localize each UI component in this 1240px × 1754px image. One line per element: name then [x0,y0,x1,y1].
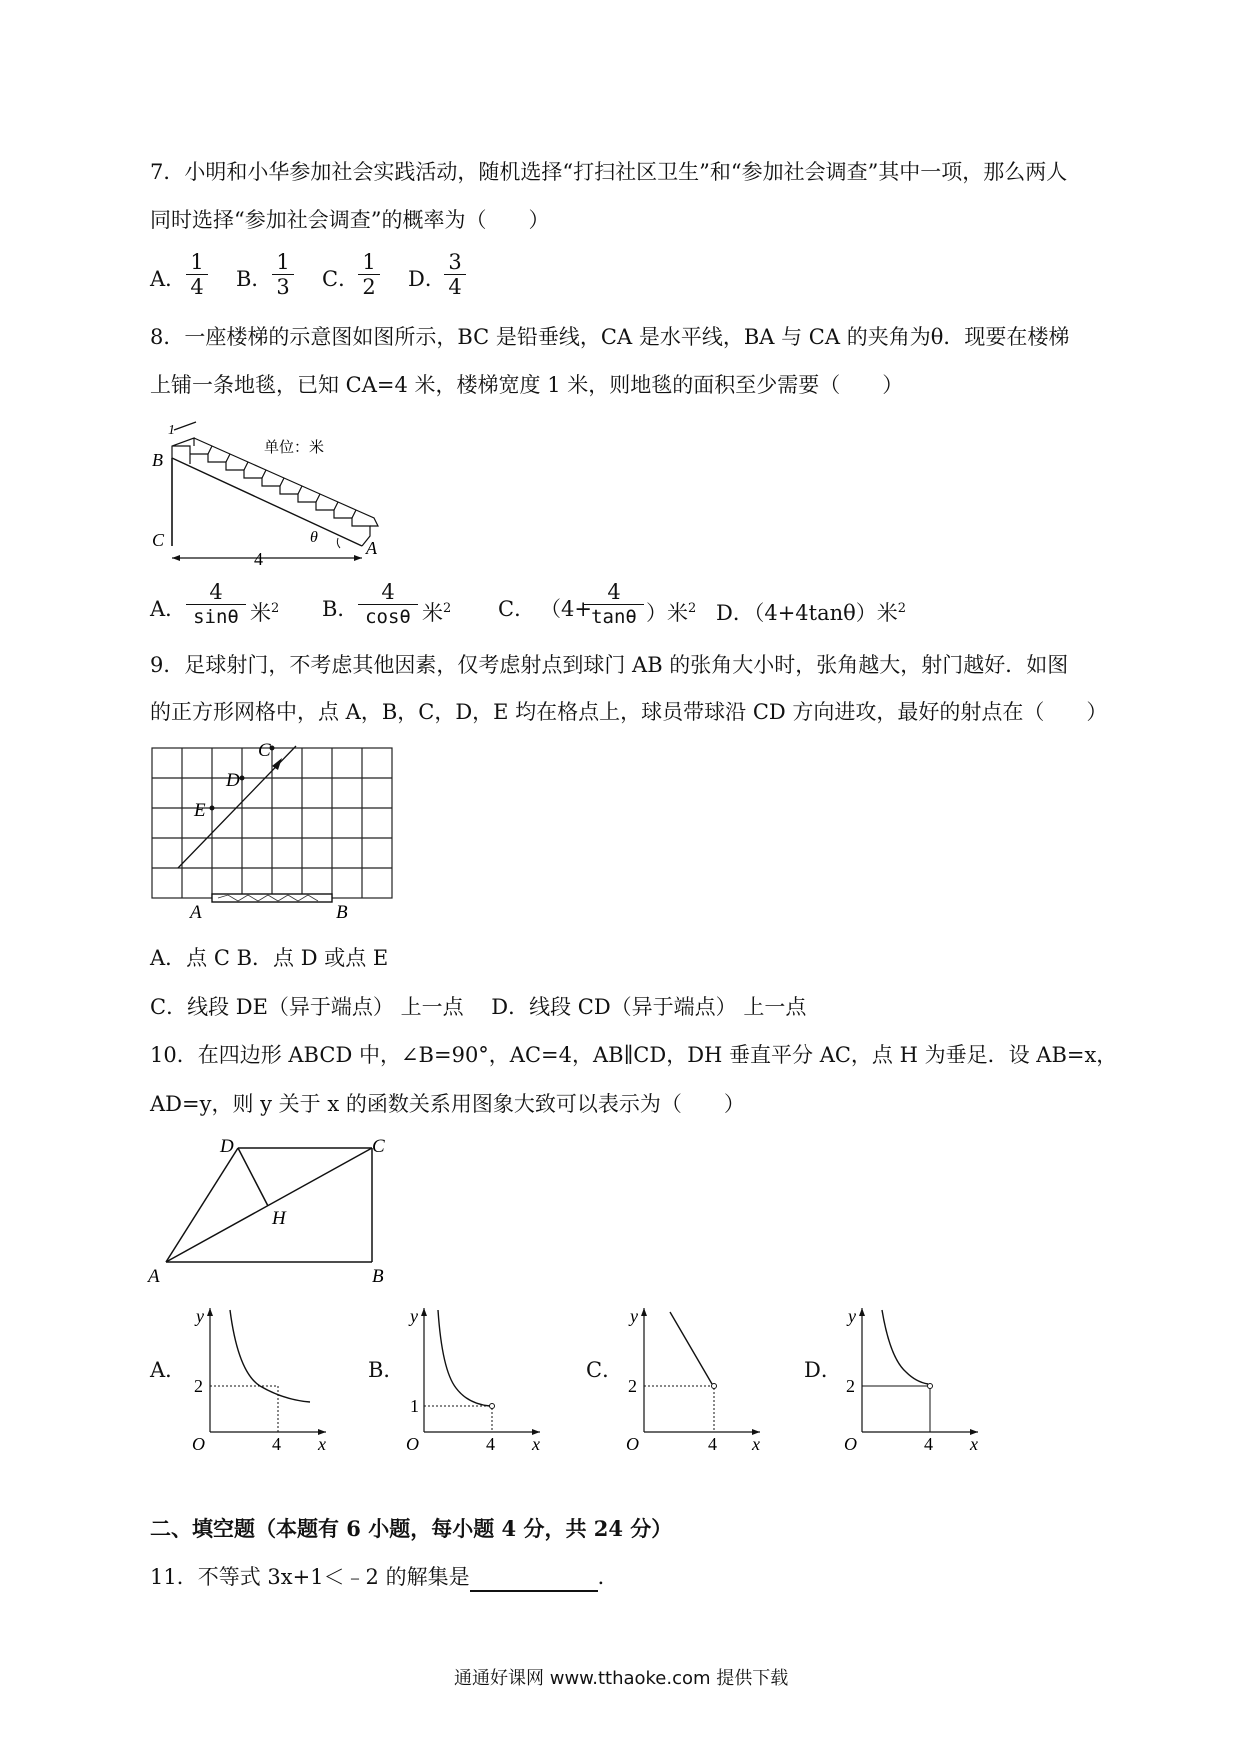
denominator: cosθ [365,606,411,628]
q10-graph-a [184,1300,334,1450]
numerator: 4 [186,580,246,605]
label-theta: θ [310,529,318,546]
label-width: 1 [168,423,175,438]
q8-option-c-label: C． [498,597,536,621]
denominator: tanθ [591,606,637,628]
x-mark: 4 [486,1434,495,1450]
y-mark: 2 [628,1376,637,1396]
numerator: 4 [584,580,644,605]
denominator: 2 [362,275,376,299]
q7-option-d-label: D． [408,267,446,291]
q11 [150,1562,619,1592]
y-mark: 2 [846,1376,855,1396]
numerator: 4 [358,580,418,605]
origin: O [192,1434,205,1450]
label-B: B [372,1266,384,1287]
origin: O [844,1434,857,1450]
numerator: 1 [358,250,380,275]
q8-line2: 上铺一条地毯，已知 CA=4 米，楼梯宽度 1 米，则地毯的面积至少需要（ ） [150,373,904,397]
label-C: C [258,740,271,761]
quadrilateral-figure [146,1130,406,1288]
label-C: C [372,1136,385,1157]
numerator: 3 [444,250,466,275]
q9-line1: 9．足球射门，不考虑其他因素，仅考虑射点到球门 AB 的张角大小时，张角越大，射门越好．如图 [150,653,1069,677]
denominator: sinθ [193,606,239,628]
axis-x: x [532,1434,540,1450]
denominator: 4 [190,275,204,299]
x-mark: 4 [924,1434,933,1450]
q7-option-b-fraction [272,250,294,299]
q10-graph-b [398,1300,548,1450]
q8-option-b-label: B． [322,597,359,621]
q7-line1: 7．小明和小华参加社会实践活动，随机选择“打扫社区卫生”和“参加社会调查”其中一项，那么两人 [150,160,1068,184]
q8-option-c-prefix: （4+ [540,597,592,621]
label-length: 4 [254,549,263,569]
label-B: B [152,450,163,470]
q8-option-b-unit: 米$^2$ [422,601,452,625]
q7-option-b-label: B． [236,267,273,291]
q7-option-a-label: A． [150,267,187,291]
origin: O [406,1434,419,1450]
staircase-figure [150,418,390,570]
label-C: C [152,530,165,550]
label-H: H [272,1208,286,1229]
axis-y: y [848,1306,856,1326]
page-footer: 通通好课网 www.tthaoke.com 提供下载 [454,1668,789,1689]
axis-x: x [318,1434,326,1450]
q10-graph-c [618,1300,768,1450]
answer-blank[interactable] [470,1568,598,1592]
football-grid-figure [148,740,398,924]
axis-x: x [752,1434,760,1450]
q8-option-c-fraction [584,580,644,629]
q8-option-a-unit: 米$^2$ [250,601,280,625]
axis-x: x [970,1434,978,1450]
label-D: D [220,1136,234,1157]
q11-end: ． [597,1565,619,1589]
x-mark: 4 [708,1434,717,1450]
q8-option-a-fraction [186,580,246,629]
q10-graph-d [836,1300,986,1450]
q10-graph-a-label: A． [150,1358,187,1382]
q8-option-c-suffix: ）米$^2$ [646,601,697,625]
section-2-title: 二、填空题（本题有 6 小题，每小题 4 分，共 24 分） [150,1516,673,1541]
q10-line2: AD=y，则 y 关于 x 的函数关系用图象大致可以表示为（ ） [150,1092,745,1116]
q11-text: 11．不等式 3x+1＜﹣2 的解集是 [150,1565,470,1589]
axis-y: y [196,1306,204,1326]
numerator: 1 [186,250,208,275]
axis-y: y [630,1306,638,1326]
y-mark: 1 [410,1396,419,1416]
q7-option-c-label: C． [322,267,360,291]
q8-option-b-fraction [358,580,418,629]
numerator: 1 [272,250,294,275]
q9-line2: 的正方形网格中，点 A，B，C，D，E 均在格点上，球员带球沿 CD 方向进攻，最好的射点在（ ） [150,700,1108,724]
q7-option-d-fraction [444,250,466,299]
label-A: A [366,538,377,558]
denominator: 4 [448,275,462,299]
q10-graph-d-label: D． [804,1358,842,1382]
q8-option-a-label: A． [150,597,187,621]
origin: O [626,1434,639,1450]
q10-graph-b-label: B． [368,1358,405,1382]
q10-graph-c-label: C． [586,1358,624,1382]
label-D: D [226,770,240,791]
q7-line2: 同时选择“参加社会调查”的概率为（ ） [150,208,550,232]
label-B: B [336,902,348,923]
label-unit: 单位：米 [264,440,325,456]
q9-options-ab: A．点 C B．点 D 或点 E [150,946,389,970]
q8-line1: 8．一座楼梯的示意图如图所示，BC 是铅垂线，CA 是水平线，BA 与 CA 的夹角为θ．现要在楼梯 [150,325,1070,349]
q7-option-c-fraction [358,250,380,299]
q9-options-cd: C．线段 DE（异于端点） 上一点 D．线段 CD（异于端点） 上一点 [150,995,807,1019]
q7-option-a-fraction [186,250,208,299]
axis-y: y [410,1306,418,1326]
x-mark: 4 [272,1434,281,1450]
q10-line1: 10．在四边形 ABCD 中，∠B=90°，AC=4，AB∥CD，DH 垂直平分 AC，点 H 为垂足．设 AB=x， [150,1043,1118,1067]
label-E: E [194,800,206,821]
label-A: A [148,1266,160,1287]
label-A: A [190,902,202,923]
q8-option-d: D．（4+4tanθ）米$^2$ [716,601,907,625]
y-mark: 2 [194,1376,203,1396]
denominator: 3 [276,275,290,299]
